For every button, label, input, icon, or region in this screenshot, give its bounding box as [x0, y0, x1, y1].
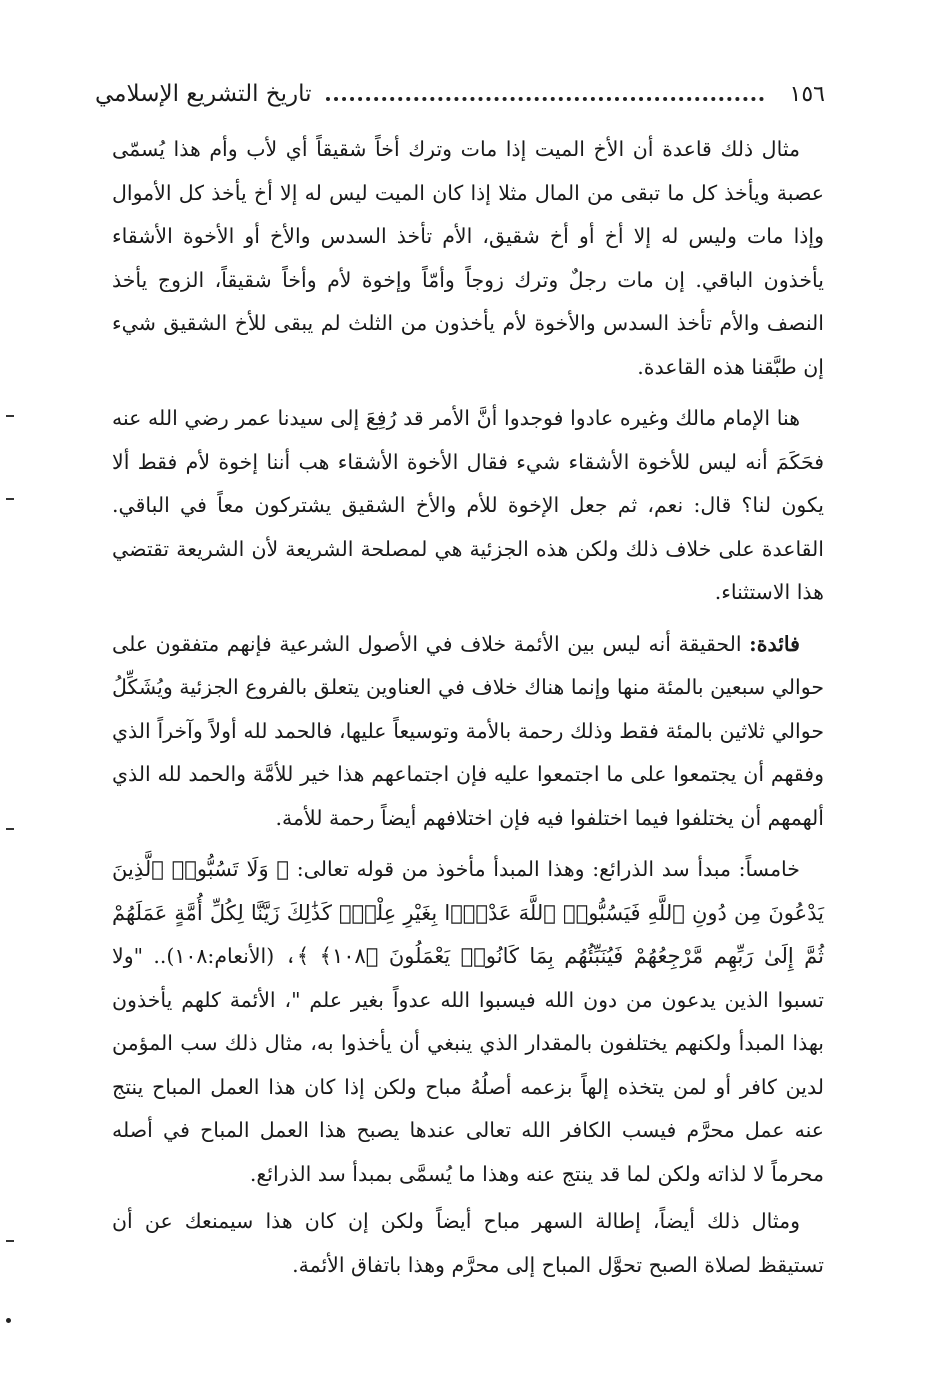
margin-mark [6, 828, 14, 830]
margin-mark [6, 498, 14, 500]
page-number: ١٥٦ [789, 81, 825, 107]
margin-dot [6, 1318, 11, 1323]
paragraph-sadd-al-dharai [112, 848, 824, 1196]
page-body [112, 128, 824, 1295]
paragraph-imam-malik: هنا الإمام مالك وغيره عادوا فوجدوا أنَّ الأمر قد رُفِعَ إلى سيدنا عمر رضي الله عنه فحَكَمَ أنه ليس للأخوة الأشقاء شيء فقال الأخوة الأشقاء هب أننا إخوة لأم فقط ألا يكون لنا؟ قال: نعم، ثم جعل الإخوة للأم والأخ الشقيق يشتركون معاً في الباقي. القاعدة على خلاف ذلك ولكن هذه الجزئية هي لمصلحة الشريعة لأن الشريعة تقتضي هذا الاستثناء. [112, 406, 824, 604]
margin-mark [6, 415, 14, 417]
header-dotted-rule [326, 97, 764, 101]
paragraph-faida [112, 623, 824, 841]
verse-reference: (الأنعام:١٠٨).. [153, 944, 275, 968]
quran-verse: ﴿ وَلَا تَسُبُّوا۟ ٱلَّذِينَ يَدْعُونَ مِن دُونِ ٱللَّهِ فَيَسُبُّوا۟ ٱللَّهَ عَدْوًۢا بِغَيْرِ عِلْمٍۗ كَذَٰلِكَ زَيَّنَّا لِكُلِّ أُمَّةٍ عَمَلَهُمْ ثُمَّ إِلَىٰ رَبِّهِم مَّرْجِعُهُمْ فَيُنَبِّئُهُم بِمَا كَانُوا۟ يَعْمَلُونَ ﴿١٠٨﴾ ﴾، [112, 857, 824, 968]
faida-label: فائدة: [749, 631, 800, 656]
paragraph-inheritance-example: مثال ذلك قاعدة أن الأخ الميت إذا مات وترك أخاً شقيقاً أي لأب وأم هذا يُسمّى عصبة ويأخذ كل ما تبقى من المال مثلا إذا كان الميت ليس له إلا أخ يأخذ كل الأموال وإذا مات وليس له إلا أخ أو أخ شقيق، الأم تأخذ السدس والأخ أو الأخوة الأشقاء يأخذون الباقي. إن مات رجلٌ وترك زوجاً وأمّاً وإخوة لأم وأخاً شقيقاً، الزوج يأخذ النصف والأم تأخذ السدس والأخوة لأم يأخذون من الثلث لم يبقى للأخ الشقيق شيء إن طبَّقنا هذه القاعدة. [112, 137, 824, 379]
faida-text: الحقيقة أنه ليس بين الأئمة خلاف في الأصول الشرعية فإنهم متفقون على حوالي سبعين بالمئة منها وإنما هناك خلاف في العناوين يتعلق بالفروع الجزئية ويُشَكِّلُ حوالي ثلاثين بالمئة فقط وذلك رحمة بالأمة وتوسيعاً عليها، فالحمد لله أولاً وآخراً الذي وفقهم أن يجتمعوا على ما اجتمعوا عليه فإن اجتماعهم هذا خير للأمَّة والحمد لله الذي ألهمهم أن يختلفوا فيما اختلفوا فيه فإن اختلافهم أيضاً رحمة للأمة. [112, 631, 824, 830]
margin-mark [6, 1240, 14, 1242]
page-header [95, 72, 825, 116]
running-title: تاريخ التشريع الإسلامي [95, 81, 312, 107]
paragraph-late-night-example: ومثال ذلك أيضاً، إطالة السهر مباح أيضاً ولكن إن كان هذا سيمنعك عن أن تستيقظ لصلاة الصبح تحوَّل المباح إلى محرَّم وهذا باتفاق الأئمة. [112, 1209, 824, 1277]
principle-explanation: "ولا تسبوا الذين يدعون من دون الله فيسبوا الله عدواً بغير علم "، الأئمة كلهم يأخذون بهذا المبدأ ولكنهم يختلفون بالمقدار الذي ينبغي أن يأخذوا به، مثال ذلك سب المؤمن لدين كافر أو لمن يتخذه إلهاً بزعمه أصلُهُ مباح ولكن إذا كان هذا العمل المباح ينتج عنه عمل محرَّم فيسب الكافر الله تعالى عندها يصبح هذا العمل المباح في أصله محرماً لا لذاته ولكن لما قد ينتج عنه وهذا ما يُسمَّى بمبدأ سد الذرائع. [112, 944, 824, 1186]
principle-intro: خامساً: مبدأ سد الذرائع: وهذا المبدأ مأخوذ من قوله تعالى: [296, 857, 800, 881]
